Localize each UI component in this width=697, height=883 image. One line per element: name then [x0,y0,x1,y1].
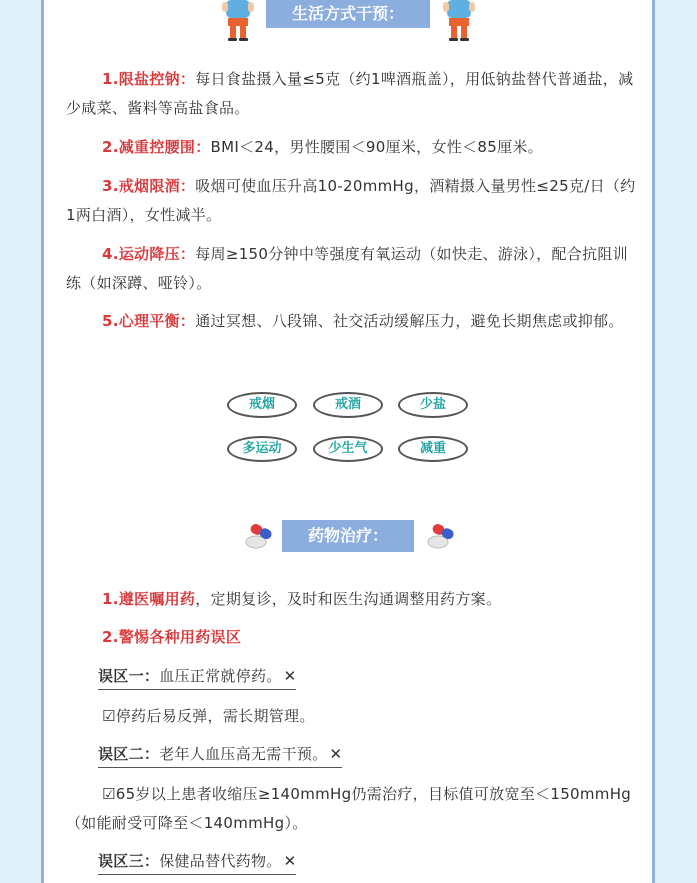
medication-section-title: 药物治疗： [282,520,414,552]
pill-capsule-left-icon [244,522,274,550]
myth-1-cross-icon: ✕ [283,667,297,685]
myth-3-cross-icon: ✕ [283,852,297,870]
myth-2-text: 老年人血压高无需干预。 [159,745,328,763]
lifestyle-item-1 [66,65,636,123]
myth-3 [98,850,296,875]
medication-item-2-heading [66,623,636,652]
lifestyle-item-1-lead: 1.限盐控钠： [102,70,196,88]
lifestyle-item-1-text: 每日食盐摄入量≤5克（约1啤酒瓶盖），用低钠盐替代普通盐，减少咸菜、酱料等高盐食品。 [66,70,634,117]
lifestyle-item-5-text: 通过冥想、八段锦、社交活动缓解压力，避免长期焦虑或抑郁。 [195,312,624,330]
lifestyle-item-2 [66,133,636,162]
myth-1-text: 血压正常就停药。 [159,667,282,685]
myth-3-label: 误区三： [98,852,160,870]
lifestyle-item-3 [66,172,636,230]
lifestyle-item-5 [66,307,636,336]
tag-more-exercise: 多运动 [227,436,297,462]
myth-2-note: ☑65岁以上患者收缩压≥140mmHg仍需治疗，目标值可放宽至＜150mmHg（如能耐受可降至＜140mmHg）。 [66,785,632,832]
myth-1 [98,665,296,690]
pill-capsule-right-icon [426,522,456,550]
tag-less-anger: 少生气 [313,436,383,462]
lifestyle-item-3-lead: 3.戒烟限酒： [102,177,196,195]
medication-item-1-text: ，定期复诊，及时和医生沟通调整用药方案。 [195,590,502,608]
myth-1-note: ☑停药后易反弹，需长期管理。 [102,707,315,725]
myth-1-label: 误区一： [98,667,160,685]
medication-item-1 [66,585,636,614]
myth-3-text: 保健品替代药物。 [159,852,282,870]
tag-quit-smoking: 戒烟 [227,392,297,418]
tag-less-salt: 少盐 [398,392,468,418]
tag-lose-weight: 减重 [398,436,468,462]
lifestyle-item-4 [66,240,636,298]
myth-2-cross-icon: ✕ [329,745,343,763]
lifestyle-item-2-lead: 2.减重控腰围： [102,138,211,156]
medication-item-1-lead: 1.遵医嘱用药 [102,590,196,608]
cartoon-figure-right-icon [441,0,477,42]
lifestyle-item-4-lead: 4.运动降压： [102,245,196,263]
lifestyle-item-3-text: 吸烟可使血压升高10-20mmHg，酒精摄入量男性≤25克/日（约1两白酒），女性减半。 [66,177,636,224]
myth-2-label: 误区二： [98,745,160,763]
content-card [41,0,655,883]
cartoon-figure-left-icon [220,0,256,42]
lifestyle-item-2-text: BMI＜24，男性腰围＜90厘米，女性＜85厘米。 [210,138,543,156]
lifestyle-item-4-text: 每周≥150分钟中等强度有氧运动（如快走、游泳），配合抗阻训练（如深蹲、哑铃）。 [66,245,628,292]
medication-item-2-lead: 2.警惕各种用药误区 [102,628,242,646]
lifestyle-item-5-lead: 5.心理平衡： [102,312,196,330]
myth-2 [98,743,342,768]
tag-quit-drinking: 戒酒 [313,392,383,418]
lifestyle-section-title: 生活方式干预： [266,0,430,28]
